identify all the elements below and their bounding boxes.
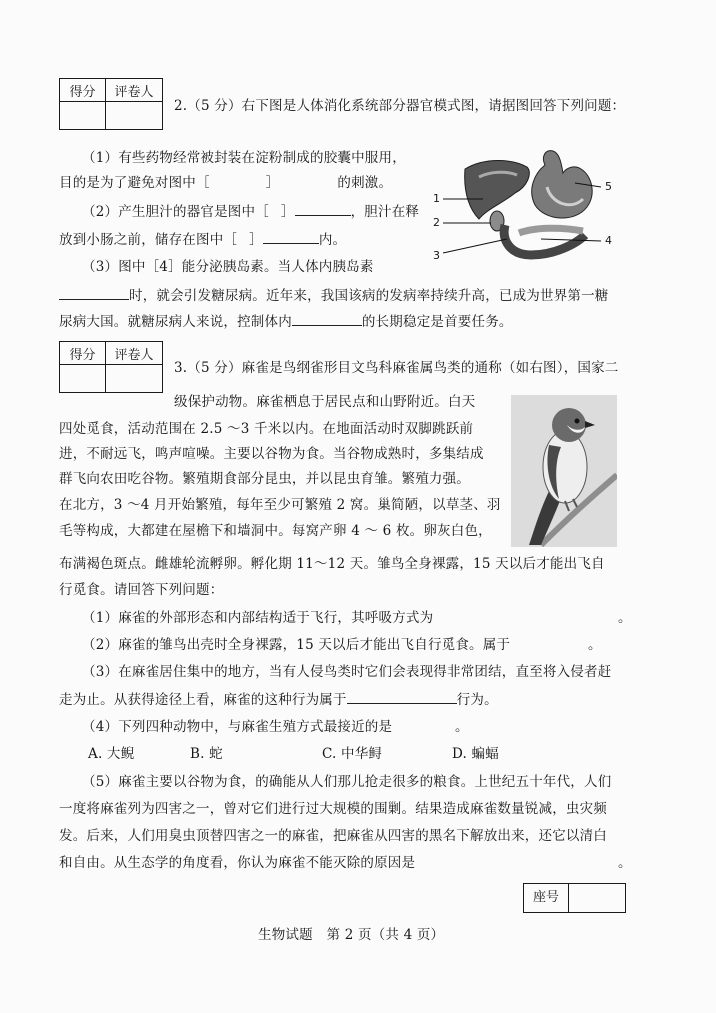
q3-sub5-line1: （5）麻雀主要以谷物为食，的确能从人们那儿抢走很多的粮食。上世纪五十年代，人们 [82, 774, 612, 790]
grader-cell [106, 365, 163, 393]
q2-part2-line1: （2）产生胆汁的器官是图中［ ］ ，胆汁在释 [82, 204, 420, 220]
pancreas-shape [519, 228, 583, 233]
q3-sub5-line2: 一度将麻雀列为四害之一，曾对它们进行过大规模的围剿。结果造成麻雀数量锐减，虫灾频 [59, 801, 607, 817]
option-c[interactable]: C. 中华鲟 [322, 746, 383, 762]
figure-label-4: 4 [605, 234, 612, 247]
q3-sub1: （1）麻雀的外部形态和内部结构适于飞行，其呼吸方式为 [82, 610, 434, 626]
q3-line-5: 在北方，3 ～4 月开始繁殖，每年至少可繁殖 2 窝。巢简陋，以草茎、羽 [59, 497, 501, 513]
answer-blank[interactable] [292, 313, 362, 326]
answer-blank[interactable] [279, 175, 337, 187]
option-d[interactable]: D. 蝙蝠 [452, 746, 499, 762]
q3-sub5-line4: 和自由。从生态学的角度看，你认为麻雀不能灭除的原因是 [59, 855, 416, 871]
q3-line-3: 进，不耐远飞，鸣声喧噪。主要以谷物为食。当谷物成熟时，多集结成 [59, 446, 484, 462]
q3-sub3-line2: 走为止。从获得途径上看，麻雀的这种行为属于 行为。 [59, 692, 498, 708]
q3-sub2: （2）麻雀的雏鸟出壳时全身裸露，15 天以后才能出飞自行觅食。属于 [82, 637, 511, 653]
q3-header: 3.（5 分）麻雀是鸟纲雀形目文鸟科麻雀属鸟类的通称（如右图），国家二 [174, 360, 619, 376]
q2-part1-line1: （1）有些药物经常被封装在淀粉制成的胶囊中服用， [82, 150, 406, 166]
grader-label: 评卷人 [106, 342, 163, 365]
sparrow-head [552, 408, 586, 442]
figure-label-2: 2 [433, 216, 440, 229]
q2-part1-line2: 目的是为了避免对图中［ ］ 的刺激。 [59, 175, 393, 191]
grader-label: 评卷人 [106, 79, 163, 102]
q2-part3-line2: 时，就会引发糖尿病。近年来，我国该病的发病率持续升高，已成为世界第一糖 [59, 287, 609, 305]
q3-sub5-period: 。 [618, 855, 632, 871]
leader-3 [443, 239, 507, 253]
digestive-system-figure [435, 147, 610, 265]
q2-header: 2.（5 分）右下图是人体消化系统部分器官模式图，请据图回答下列问题： [174, 98, 626, 114]
q3-sub4-period: 。 [455, 719, 469, 735]
q3-line-2: 四处觅食，活动范围在 2.5 ～3 千米以内。在地面活动时双脚跳跃前 [59, 421, 474, 437]
figure-label-5: 5 [605, 180, 612, 193]
score-label: 得分 [60, 79, 106, 102]
answer-blank[interactable] [347, 691, 457, 704]
option-a[interactable]: A. 大鲵 [88, 746, 135, 762]
answer-blank[interactable] [295, 203, 351, 216]
q3-line-6: 毛等构成，大都建在屋檐下和墙洞中。每窝产卵 4 ～ 6 枚。卵灰白色， [59, 523, 492, 539]
option-b[interactable]: B. 蛇 [190, 746, 223, 762]
q3-sub5-line3: 发。后来，人们用臭虫顶替四害之一的麻雀，把麻雀从四害的黑名下解放出来，还它以清白 [59, 828, 607, 844]
q3-sub2-period: 。 [588, 637, 602, 653]
answer-blank[interactable] [59, 287, 129, 300]
page-footer: 生物试题 第 2 页（共 4 页） [258, 927, 445, 943]
score-box-q2 [59, 78, 163, 130]
score-label: 得分 [60, 342, 106, 365]
score-box-q3 [59, 341, 163, 393]
seat-number-box [523, 883, 626, 913]
q2-part3-line3: 尿病大国。就糖尿病人来说，控制体内 的长期稳定是首要任务。 [59, 314, 513, 330]
q3-line-1: 级保护动物。麻雀栖息于居民点和山野附近。白天 [174, 394, 476, 410]
liver-shape [465, 161, 530, 220]
q3-sub1-period: 。 [618, 610, 632, 626]
grader-cell [106, 102, 163, 130]
q3-line-8: 行觅食。请回答下列问题： [59, 582, 224, 598]
score-cell [60, 102, 106, 130]
sparrow-photo [511, 395, 617, 547]
seat-label: 座号 [524, 884, 569, 912]
figure-label-1: 1 [433, 192, 440, 205]
q3-line-4: 群飞向农田吃谷物。繁殖期食部分昆虫，并以昆虫育雏。繁殖力强。 [59, 471, 470, 487]
answer-blank[interactable] [263, 231, 319, 244]
seat-input[interactable] [569, 884, 625, 912]
q3-sub4: （4）下列四种动物中，与麻雀生殖方式最接近的是 [82, 719, 393, 735]
q2-part2-line2: 放到小肠之前，储存在图中［ ］ 内。 [59, 232, 347, 248]
figure-label-3: 3 [433, 249, 440, 262]
q3-line-7: 布满褐色斑点。雌雄轮流孵卵。孵化期 11～12 天。雏鸟全身裸露，15 天以后才能出飞自 [59, 556, 605, 572]
score-cell [60, 365, 106, 393]
q2-part3-line1: （3）图中［4］能分泌胰岛素。当人体内胰岛素 [82, 259, 374, 275]
sparrow-eye [575, 419, 580, 424]
q3-sub3-line1: （3）在麻雀居住集中的地方，当有人侵鸟类时它们会表现得非常团结，直至将入侵者赶 [82, 664, 612, 680]
